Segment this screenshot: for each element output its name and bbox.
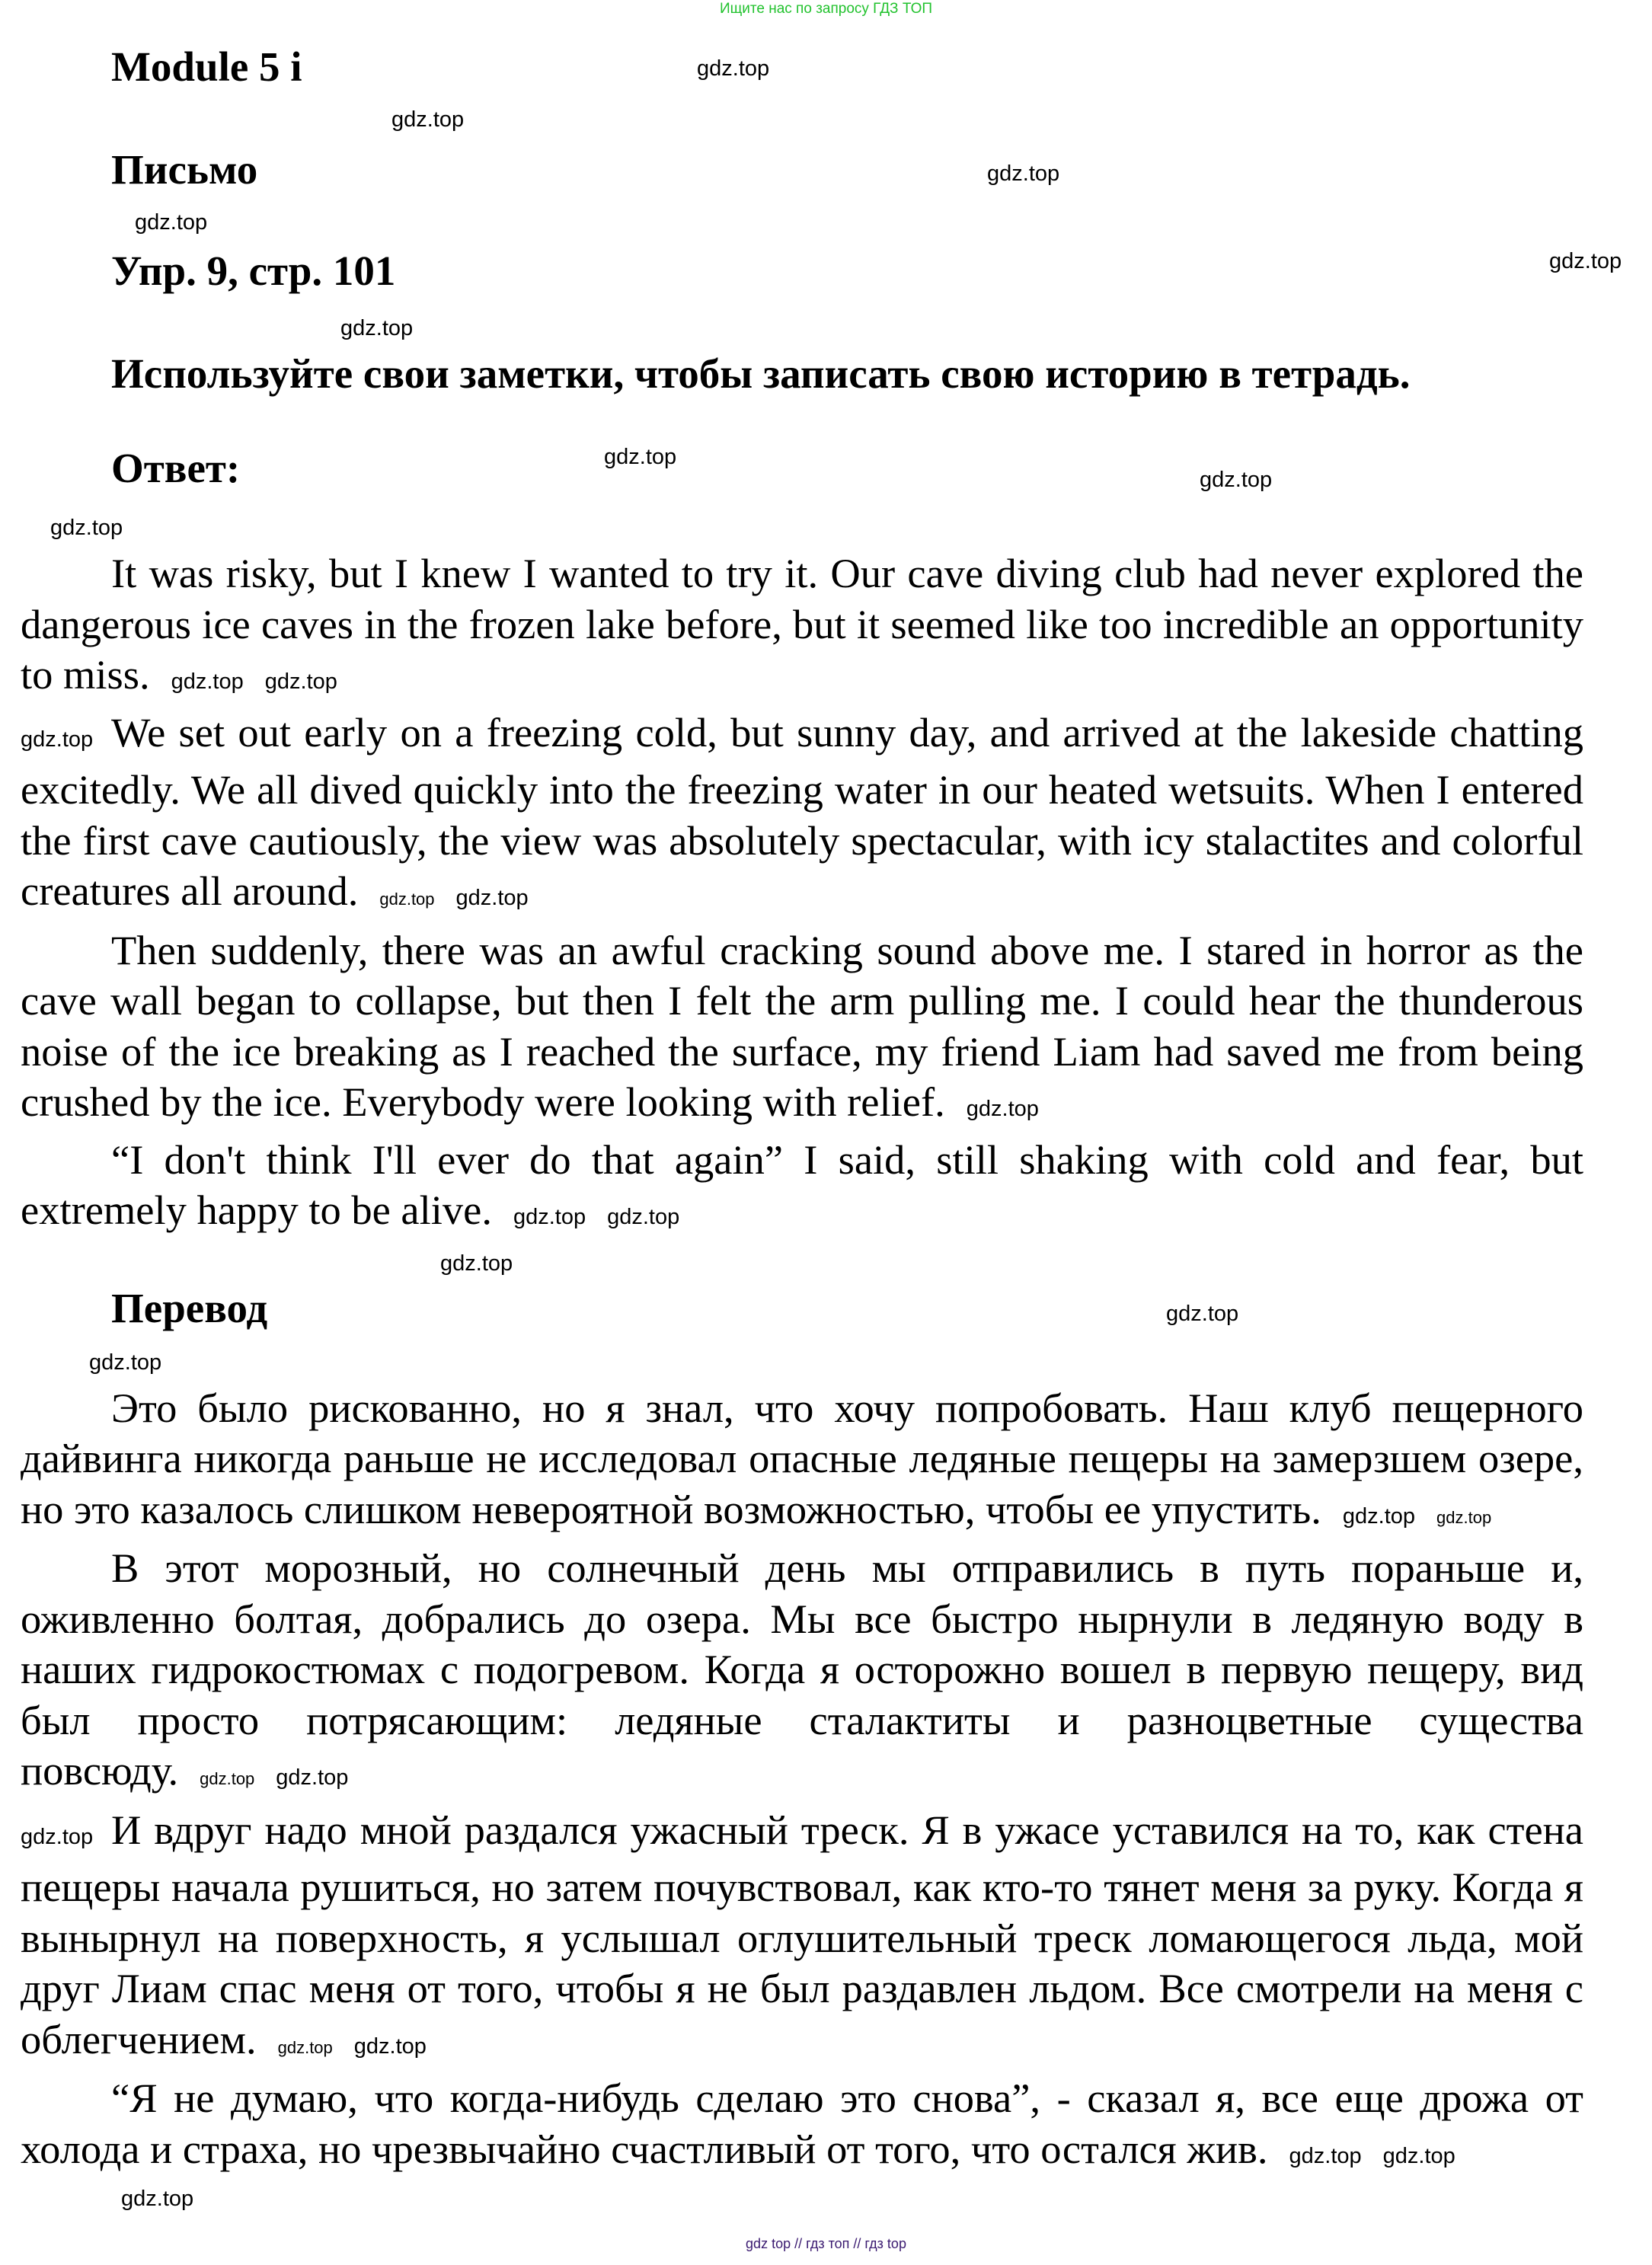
answer-paragraph-text: We set out early on a freezing cold, but sunny day, and arrived at the lakeside chatting excitedly. We all dived quickly into the freezing water in our heated wetsuits. When I entered the first cave cautiously, the view was absolutely spectacular, with icy stalactites and colorful creatures all around. xyxy=(21,708,1583,914)
answer-paragraph xyxy=(21,1135,1583,1243)
watermark: gdz.top xyxy=(135,210,208,235)
translation-heading: Перевод xyxy=(111,1284,268,1331)
bottom-banner: gdz top // гдз топ // гдз top xyxy=(746,2236,906,2251)
task-row xyxy=(0,350,1652,444)
watermark: gdz.top xyxy=(966,1097,1039,1121)
watermark: gdz.top xyxy=(89,1350,162,1375)
translation-paragraph xyxy=(21,2073,1583,2181)
top-banner: Ищите нас по запросу ГДЗ ТОП xyxy=(719,1,933,17)
translation-paragraph-text: Это было рискованно, но я знал, что хочу попробовать. Наш клуб пещерного дайвинга никогда раньше не исследовал опасные ледяные пещеры на замерзшем озере, но это казалось слишком невероятной возможностью, чтобы ее упустить. xyxy=(21,1384,1583,1532)
watermark-row xyxy=(0,1251,1652,1284)
answer-paragraph-text: “I don't think I'll ever do that again” I said, still shaking with cold and fear, but extremely happy to be alive. xyxy=(21,1136,1583,1233)
watermark: gdz.top xyxy=(21,1824,94,1849)
answer-paragraph-text: Then suddenly, there was an awful cracking sound above me. I stared in horror as the cave wall began to collapse, but then I felt the arm pulling me. I could hear the thunderous noise of the ice breaking as I reached the surface, my friend Liam had saved me from being crushed by the ice. Everybody were looking with relief. xyxy=(21,926,1583,1125)
watermark: gdz.top xyxy=(697,56,770,81)
watermark: gdz.top xyxy=(121,2187,194,2211)
watermark: gdz.top xyxy=(1549,249,1622,273)
watermark: gdz.top xyxy=(1166,1301,1239,1326)
translation-paragraph-text: “Я не думаю, что когда-нибудь сделаю это снова”, - сказал я, все еще дрожа от холода и страха, но чрезвычайно счастливый от того, что остался жив. xyxy=(21,2075,1583,2172)
module-row xyxy=(0,43,1652,107)
translation-paragraph-text: В этот морозный, но солнечный день мы отправились в путь пораньше и, оживленно болтая, добрались до озера. Мы все быстро нырнули в ледяную воду в наших гидрокостюмах с подогревом. Когда я осторожно вошел в первую пещеру, вид был просто потрясающим: ледяные сталактиты и разноцветные существа повсюду. xyxy=(21,1545,1583,1794)
watermark: gdz.top xyxy=(277,2037,333,2057)
watermark-row xyxy=(0,107,1652,145)
answer-paragraph xyxy=(21,708,1583,925)
answer-paragraph xyxy=(21,925,1583,1135)
watermark: gdz.top xyxy=(987,161,1060,186)
watermark: gdz.top xyxy=(340,316,414,340)
answer-paragraph-text: It was risky, but I knew I wanted to try it. Our cave diving club had never explored the dangerous ice caves in the frozen lake before, but it seemed like too incredible an opportunity to miss. xyxy=(21,550,1583,698)
watermark: gdz.top xyxy=(1200,468,1273,492)
watermark: gdz.top xyxy=(513,1205,586,1229)
watermark: gdz.top xyxy=(1342,1503,1416,1529)
translation-paragraph xyxy=(21,1805,1583,2074)
watermark: gdz.top xyxy=(607,1205,680,1229)
translation-paragraph xyxy=(21,1383,1583,1544)
section-heading: Письмо xyxy=(111,146,258,193)
module-heading: Module 5 i xyxy=(111,43,302,90)
section-row xyxy=(0,145,1652,209)
answer-paragraph xyxy=(21,548,1583,708)
translation-paragraph-text: И вдруг надо мной раздался ужасный треск. Я в ужасе уставился на то, как стена пещеры начала рушиться, но затем почувствовал, как кто-то тянет меня за руку. Когда я вынырнул на поверхность, я услышал оглушительный треск ломающегося льда, мой друг Лиам спас меня от того, чтобы я не был раздавлен льдом. Все смотрели на меня с облегчением. xyxy=(21,1806,1583,2062)
watermark: gdz.top xyxy=(1382,2143,1455,2168)
watermark: gdz.top xyxy=(276,1765,349,1790)
watermark-row xyxy=(0,515,1652,548)
watermark: gdz.top xyxy=(1289,2143,1362,2168)
watermark: gdz.top xyxy=(264,669,337,694)
watermark: gdz.top xyxy=(455,886,529,910)
watermark: gdz.top xyxy=(171,669,244,694)
exercise-row xyxy=(0,247,1652,315)
watermark-row xyxy=(0,209,1652,247)
watermark-row xyxy=(0,2186,1652,2219)
watermark: gdz.top xyxy=(379,890,435,909)
answer-heading: Ответ: xyxy=(111,445,241,491)
watermark: gdz.top xyxy=(391,107,465,132)
watermark: gdz.top xyxy=(353,2033,427,2059)
watermark: gdz.top xyxy=(200,1769,255,1788)
watermark: gdz.top xyxy=(1436,1507,1492,1527)
answer-row xyxy=(0,444,1652,515)
watermark: gdz.top xyxy=(50,516,123,540)
translation-row xyxy=(0,1284,1652,1350)
translation-paragraph xyxy=(21,1543,1583,1805)
watermark-row xyxy=(0,315,1652,350)
exercise-heading: Упр. 9, стр. 101 xyxy=(111,248,396,294)
watermark: gdz.top xyxy=(21,727,94,752)
watermark-row xyxy=(0,1350,1652,1383)
watermark: gdz.top xyxy=(604,445,677,469)
watermark: gdz.top xyxy=(440,1251,513,1276)
task-heading: Используйте свои заметки, чтобы записать свою историю в тетрадь. xyxy=(111,350,1411,397)
